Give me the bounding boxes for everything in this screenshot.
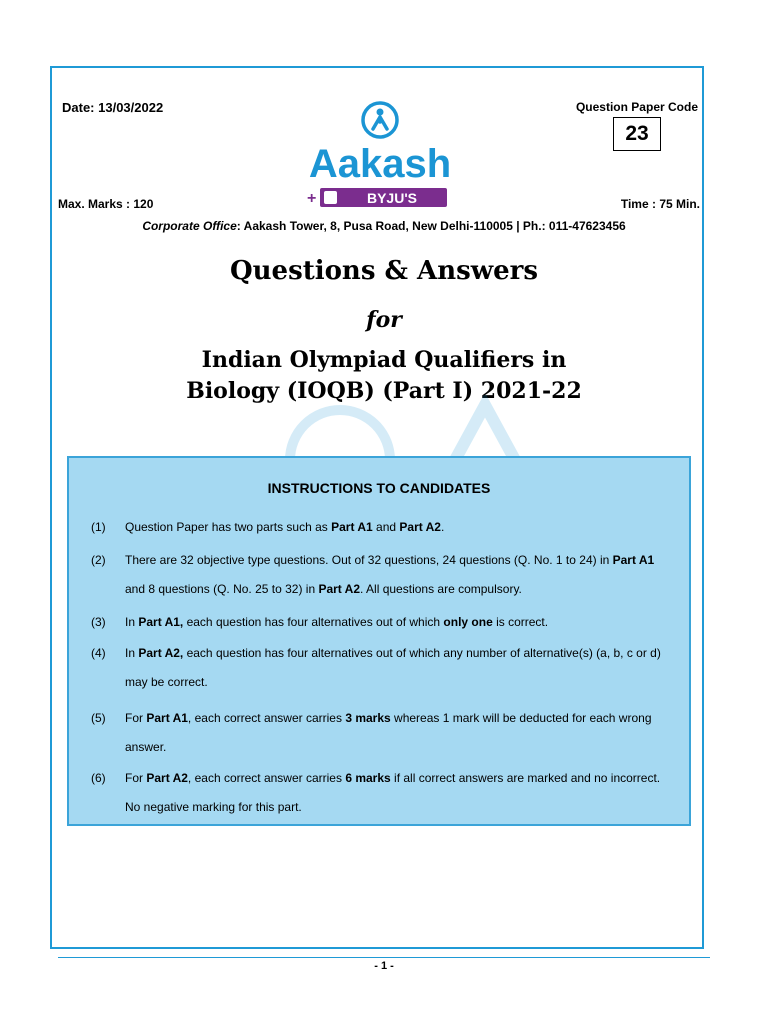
- instruction-text: There are 32 objective type questions. Out of 32 questions, 24 questions (Q. No. 1 to 24) in Part A1 and 8 questions (Q. No. 25 to 32) in Part A2. All questions are compulsory.: [125, 553, 655, 596]
- page-number: - 1 -: [374, 960, 394, 972]
- title-for: for: [366, 307, 402, 333]
- instruction-number: (5): [91, 711, 106, 725]
- instruction-number: (4): [91, 646, 106, 660]
- logo-brand-text: Aakash: [308, 142, 452, 186]
- aakash-byjus-logo: [300, 98, 460, 213]
- instruction-text: In Part A2, each question has four alternatives out of which any number of alternative(s) (a, b, c or d) may be correct.: [125, 646, 661, 689]
- footer-divider: [58, 957, 710, 958]
- instructions-heading: INSTRUCTIONS TO CANDIDATES: [267, 480, 491, 496]
- question-paper-code: 23: [613, 117, 661, 151]
- instruction-text: Question Paper has two parts such as Part A1 and Part A2.: [125, 520, 445, 534]
- page-title: Questions & Answers: [229, 256, 539, 286]
- logo-partner-text: BYJU'S: [366, 190, 418, 206]
- corporate-office: [0, 219, 768, 233]
- max-marks: Max. Marks : 120: [58, 197, 154, 211]
- instruction-number: (3): [91, 615, 106, 629]
- instruction-text: For Part A2, each correct answer carries 6 marks if all correct answers are marked and no incorrect. No negative marking for this part.: [125, 771, 661, 814]
- corporate-office-address: : Aakash Tower, 8, Pusa Road, New Delhi-110005 | Ph.: 011-47623456: [236, 219, 626, 233]
- question-paper-code-label: Question Paper Code: [575, 100, 698, 114]
- instruction-number: (2): [91, 553, 106, 567]
- instruction-text: For Part A1, each correct answer carries 3 marks whereas 1 mark will be deducted for each wrong answer.: [125, 711, 652, 754]
- subtitle-line-2: Biology (IOQB) (Part I) 2021-22: [186, 378, 582, 404]
- instruction-number: (1): [91, 520, 106, 534]
- exam-time: Time : 75 Min.: [620, 197, 700, 211]
- instructions-box: [67, 456, 691, 826]
- instruction-text: In Part A1, each question has four alternatives out of which only one is correct.: [125, 615, 549, 629]
- subtitle-line-1: Indian Olympiad Qualifiers in: [201, 347, 567, 373]
- watermark-logo-icon: [280, 395, 540, 460]
- corporate-office-label: Corporate Office: [142, 219, 237, 233]
- instruction-number: (6): [91, 771, 106, 785]
- svg-text:+: +: [307, 190, 317, 207]
- exam-date: Date: 13/03/2022: [62, 100, 164, 115]
